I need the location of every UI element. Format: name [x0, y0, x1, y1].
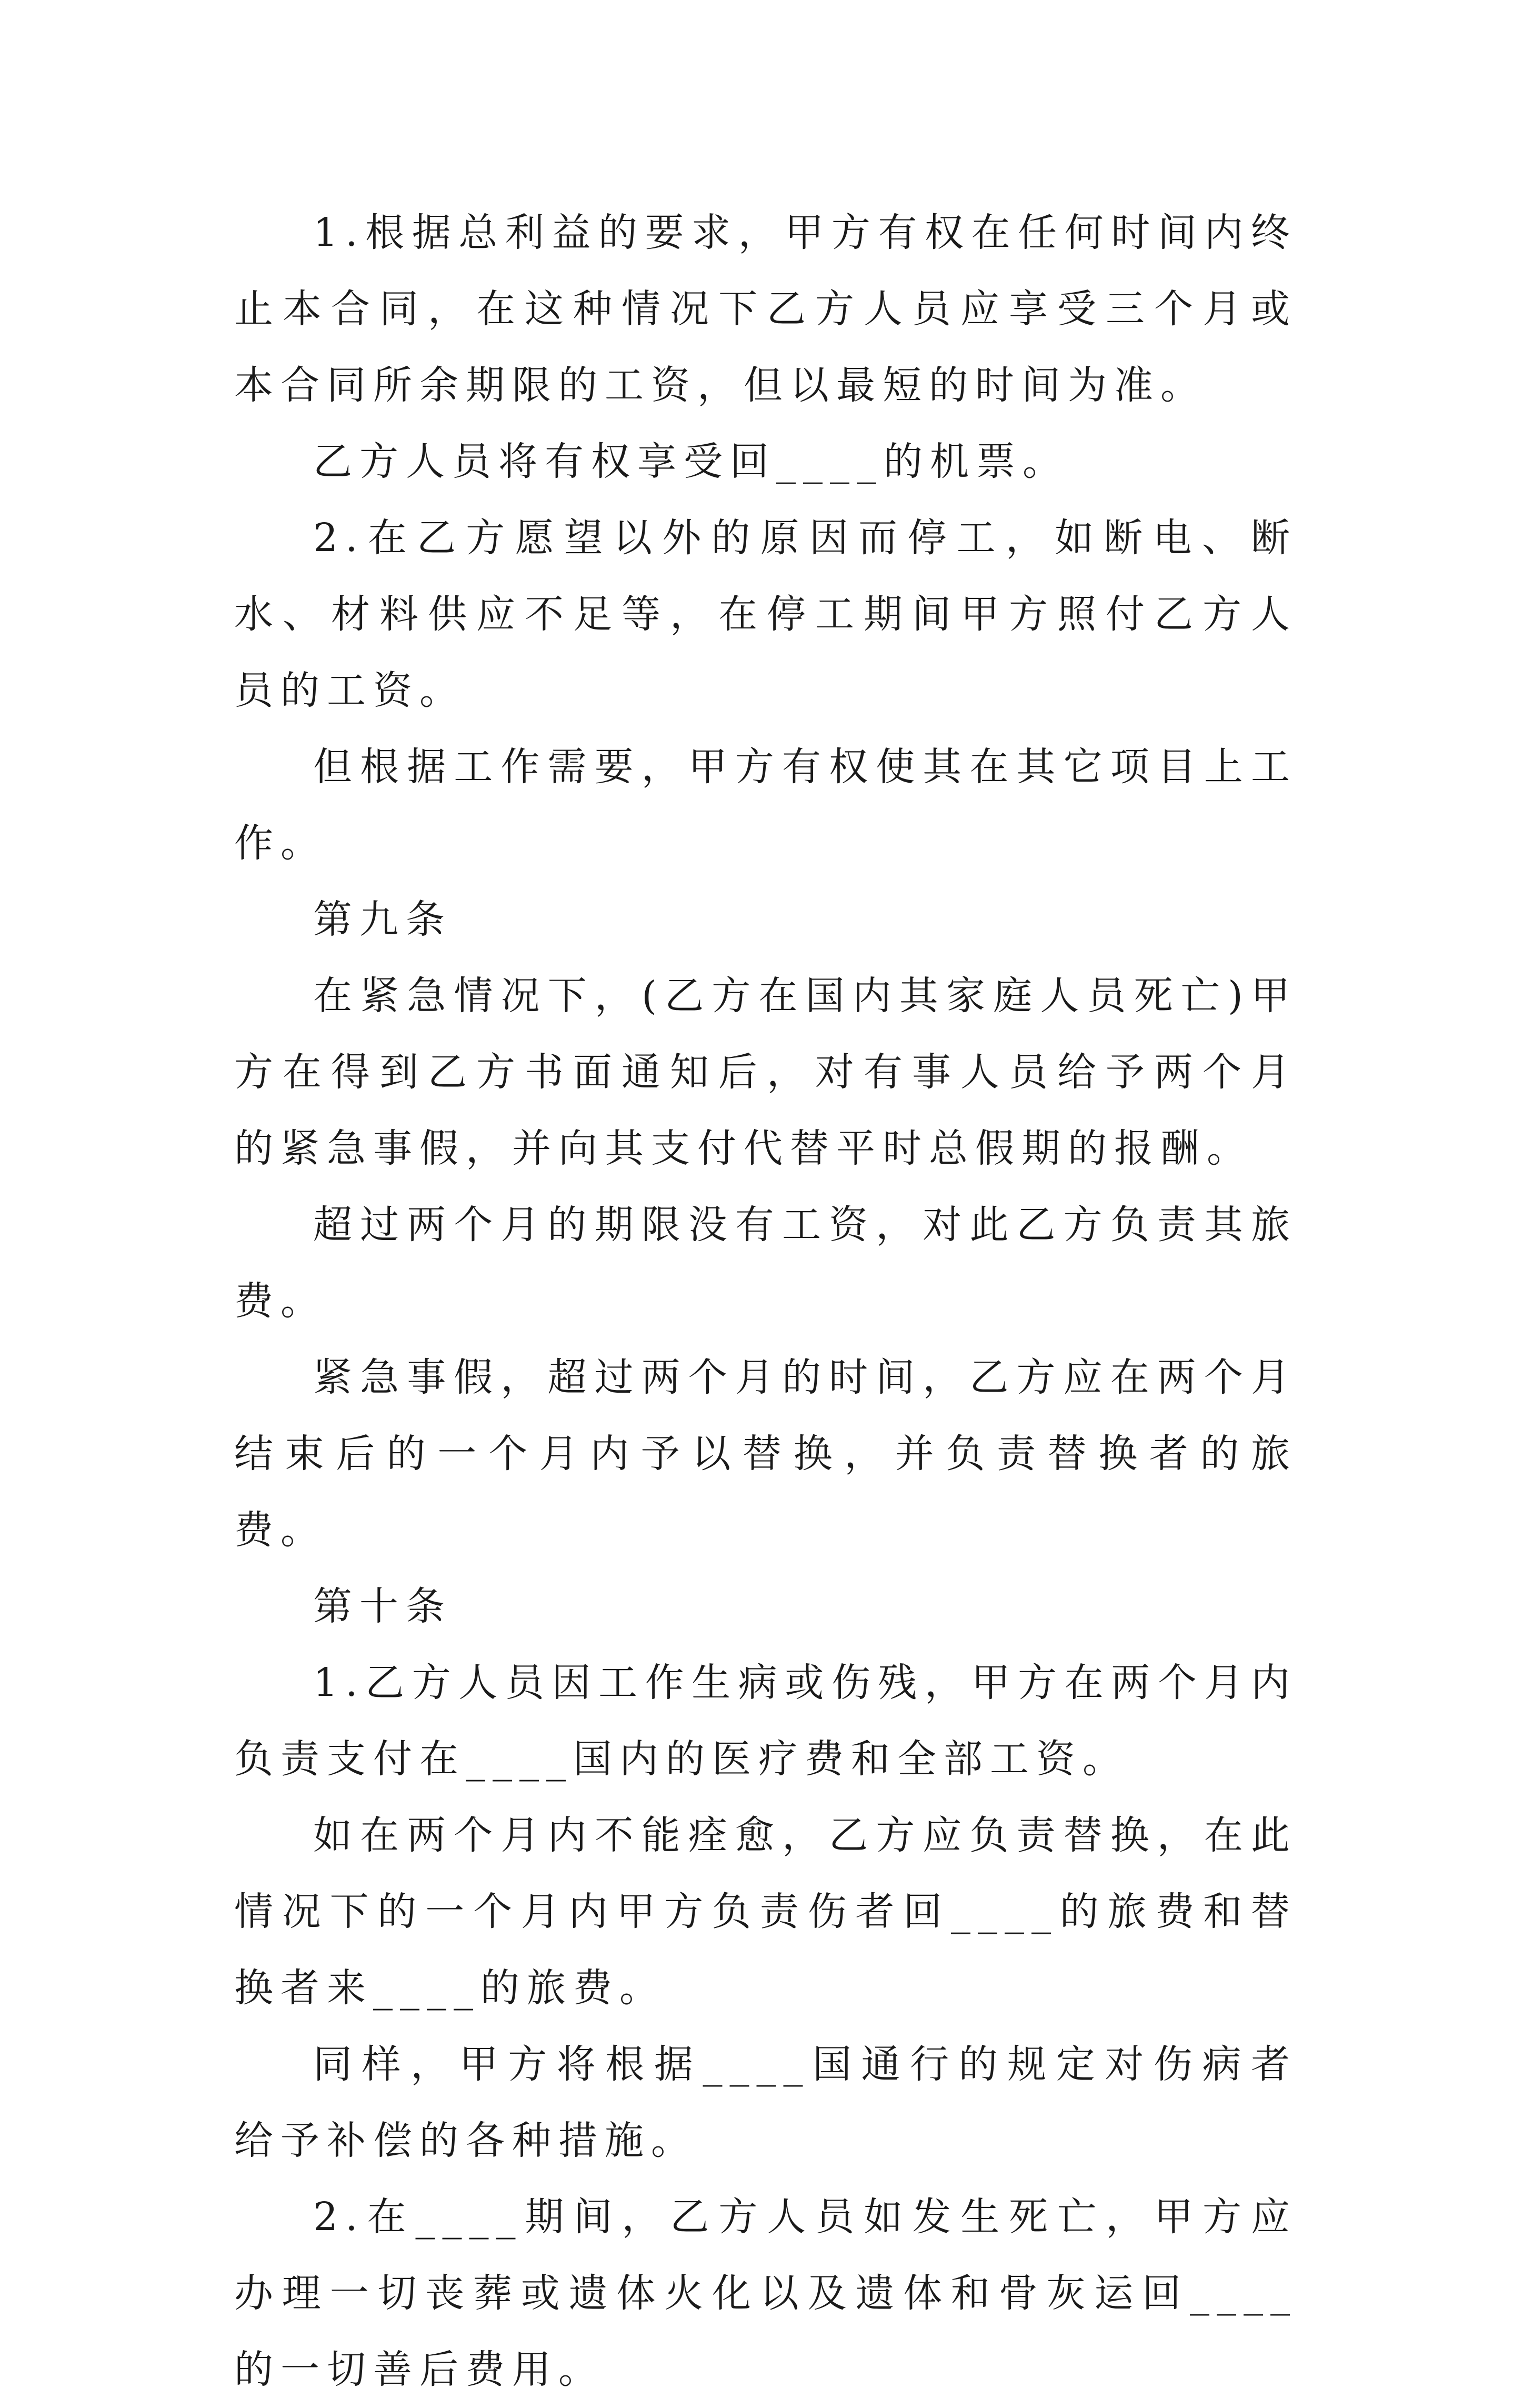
paragraph-2: 乙方人员将有权享受回____的机票。 [313, 439, 1069, 484]
document-body [234, 195, 1297, 2408]
paragraph-11: 如在两个月内不能痊愈，乙方应负责替换，在此情况下的一个月内甲方负责伤者回____的旅费和替换者来____的旅费。 [234, 1813, 1297, 2011]
article-9-heading: 第九条 [313, 897, 452, 942]
paragraph-4: 但根据工作需要，甲方有权使其在其它项目上工作。 [234, 744, 1297, 866]
paragraph-7: 超过两个月的期限没有工资，对此乙方负责其旅费。 [234, 1202, 1297, 1324]
article-10-heading: 第十条 [313, 1584, 452, 1629]
paragraph-6: 在紧急情况下，(乙方在国内其家庭人员死亡)甲方在得到乙方书面通知后，对有事人员给予两个月的紧急事假，并向其支付代替平时总假期的报酬。 [234, 973, 1297, 1171]
paragraph-12: 同样，甲方将根据____国通行的规定对伤病者给予补偿的各种措施。 [234, 2042, 1297, 2163]
paragraph-10: 1.乙方人员因工作生病或伤残，甲方在两个月内负责支付在____国内的医疗费和全部工资。 [234, 1660, 1297, 1782]
paragraph-3: 2.在乙方愿望以外的原因而停工，如断电、断水、材料供应不足等，在停工期间甲方照付乙方人员的工资。 [234, 515, 1297, 713]
paragraph-8: 紧急事假，超过两个月的时间，乙方应在两个月结束后的一个月内予以替换，并负责替换者的旅费。 [234, 1355, 1297, 1553]
paragraph-1: 1.根据总利益的要求，甲方有权在任何时间内终止本合同，在这种情况下乙方人员应享受三个月或本合同所余期限的工资，但以最短的时间为准。 [234, 210, 1297, 408]
paragraph-13: 2.在____期间，乙方人员如发生死亡，甲方应办理一切丧葬或遗体火化以及遗体和骨灰运回____的一切善后费用。 [234, 2194, 1297, 2392]
